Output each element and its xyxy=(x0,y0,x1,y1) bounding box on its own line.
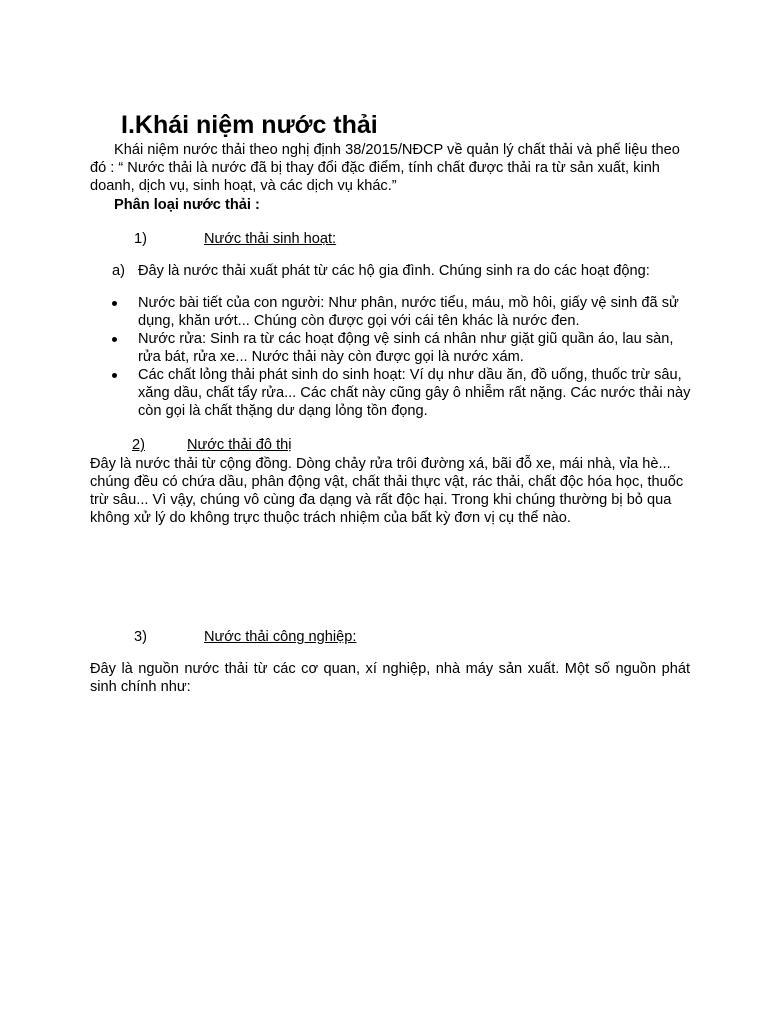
page-title: I.Khái niệm nước thải xyxy=(121,111,378,139)
section-2-number: 2) xyxy=(132,437,145,453)
section-3-heading: Nước thải công nghiệp: xyxy=(204,629,357,645)
classification-heading: Phân loại nước thải : xyxy=(114,197,260,213)
list-item xyxy=(112,330,692,366)
bullet-icon xyxy=(112,301,117,306)
bullet-text: Các chất lỏng thải phát sinh do sinh hoạt: Ví dụ như dầu ăn, đồ uống, thuốc trừ sâu, xăng dầu, chất tẩy rửa... Các chất này cũng gây ô nhiễm rất nặng. Các nước thải này còn gọi là chất thặng dư dạng lỏng tồn đọng. xyxy=(138,367,691,419)
section-3-number: 3) xyxy=(134,629,147,645)
intro-paragraph: Khái niệm nước thải theo nghị định 38/2015/NĐCP về quản lý chất thải và phế liệu theo đó : “ Nước thải là nước đã bị thay đổi đặc điểm, tính chất được thải ra từ sản xuất, kinh doanh, dịch vụ, sinh hoạt, và các dịch vụ khác.” xyxy=(90,142,680,194)
section-3-paragraph: Đây là nguồn nước thải từ các cơ quan, xí nghiệp, nhà máy sản xuất. Một số nguồn phát sinh chính như: xyxy=(90,661,690,695)
section-1-sub-line xyxy=(112,262,650,280)
section-1-sub-label: a) xyxy=(112,263,125,279)
bullet-icon xyxy=(112,373,117,378)
list-item xyxy=(112,366,692,420)
bullet-text: Nước bài tiết của con người: Như phân, nước tiểu, máu, mồ hôi, giấy vệ sinh đã sử dụng, khăn ướt... Chúng còn được gọi với cái tên khác là nước đen. xyxy=(138,295,679,329)
section-2-paragraph: Đây là nước thải từ cộng đồng. Dòng chảy rửa trôi đường xá, bãi đỗ xe, mái nhà, vỉa hè... chúng đều có chứa dầu, phân động vật, chất thải thực vật, rác thải, chất độc hóa học, thuốc trừ sâu... Vì vậy, chúng vô cùng đa dạng và rất độc hại. Trong khi chúng thường bị bỏ qua không xử lý do không trực thuộc trách nhiệm của bất kỳ đơn vị cụ thể nào. xyxy=(90,456,684,526)
list-item xyxy=(112,294,692,330)
section-1-number: 1) xyxy=(134,231,147,247)
section-2-heading-line xyxy=(132,436,292,454)
section-1-bullet-list xyxy=(112,294,692,420)
section-1-heading-line xyxy=(134,230,337,248)
section-1-sub-text: Đây là nước thải xuất phát từ các hộ gia đình. Chúng sinh ra do các hoạt động: xyxy=(138,263,650,279)
section-3-heading-line xyxy=(134,628,357,646)
section-1-heading: Nước thải sinh hoạt: xyxy=(204,231,337,247)
section-2-heading: Nước thải đô thị xyxy=(186,437,292,453)
bullet-text: Nước rửa: Sinh ra từ các hoạt động vệ sinh cá nhân như giặt giũ quần áo, lau sàn, rửa bát, rửa xe... Nước thải này còn được gọi là nước xám. xyxy=(138,331,674,365)
bullet-icon xyxy=(112,337,117,342)
